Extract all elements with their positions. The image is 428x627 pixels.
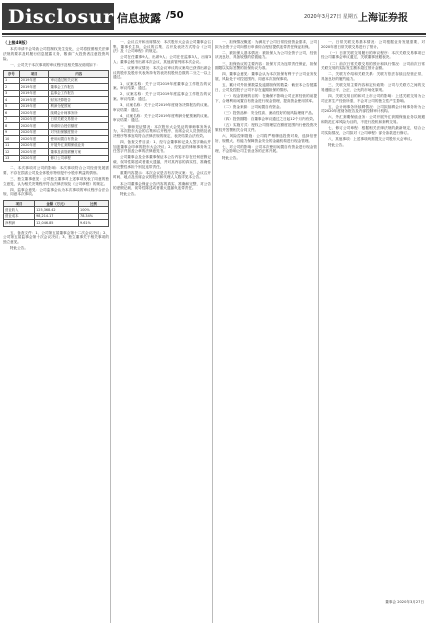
table-cell: 2020年度 — [19, 110, 49, 116]
notice-paragraph: （一）日常关联交易履行的审议程序：本次关联交易事项已经公司董事会审议通过，关联董事回避表决。 — [321, 50, 425, 60]
notice-paragraph: 三、关联交易主要内容和定价政策：公司与关联方之间的交易遵循公平、公正、公允的市场化原则。 — [321, 83, 425, 92]
table-cell: 11 — [4, 142, 20, 148]
table-cell: 2020年度 — [19, 129, 49, 135]
table-cell: 营业收入 — [4, 207, 35, 213]
notice-paragraph: 公司在任董事9人，出席9人；公司在任监事3人，出席3人；董事会秘书出席本次会议，其他高管列席本次会议。 — [113, 55, 211, 64]
notice-paragraph: 重要内容提示：本次会议是否有否决议案：无。会议召开时间、地点及出席会议的股东和代理人人数详见本公告。 — [113, 170, 211, 180]
notice-paragraph: 公司董事会及全体董事保证本公告内容不存在任何虚假记载、误导性陈述或者重大遗漏，并对其内容的真实性、准确性和完整性承担个别及连带责任。 — [113, 155, 211, 169]
notice-paragraph: 本次申请不会导致公司控制权发生变化，公司将按照相关法律法规的要求及时履行信息披露义务，敬请广大投资者注意投资风险。 — [3, 47, 109, 61]
table-cell: 6 — [4, 110, 20, 116]
table-cell: 8 — [4, 123, 20, 129]
signature-line: 董事会 2020年3月27日 — [385, 600, 424, 604]
table-cell: 开展外汇套期保值业务 — [49, 142, 109, 148]
notice-paragraph: （二）资金来源：公司闲置自有资金。 — [222, 104, 284, 109]
table-cell: 98,214.17 — [35, 213, 79, 219]
notice-paragraph: （三）投资品种：安全性高、流动性好的低风险理财产品。 — [222, 110, 316, 115]
table-cell: 10 — [4, 136, 20, 142]
notice-paragraph: 1、议案名称：关于公司2019年度董事会工作报告的议案。审议结果：通过。 — [113, 81, 211, 91]
table-cell: 3 — [4, 90, 20, 96]
notice-paragraph: （五）实施方式：授权公司管理层在额度范围内行使投资决策权并签署相关合同文件。 — [215, 123, 317, 132]
brand-banner — [2, 3, 127, 30]
notice-paragraph: 七、修订公司章程：根据相关法律法规的最新规定，结合公司实际情况，公司拟对《公司章程》部分条款进行修订。 — [321, 126, 425, 135]
table-cell: 申请综合授信额度 — [49, 123, 109, 129]
table-cell: 续聘会计师事务所 — [49, 110, 109, 116]
disclosure-table — [3, 200, 109, 227]
notice-paragraph: 特此公告。 — [120, 192, 138, 197]
table-cell: 12 — [4, 149, 20, 155]
table-cell: 7 — [4, 116, 20, 122]
table-cell: 2019年度 — [19, 97, 49, 103]
table-header-cell: 项目 — [19, 71, 49, 77]
notice-paragraph: 三、律师见证情况：本次股东大会见证的律师事务所认为，本次股东大会的召集和召开程序、出席会议人员资格及表决程序等事宜均符合法律法规的规定，表决结果合法有效。 — [113, 124, 211, 138]
table-cell: 4 — [4, 97, 20, 103]
notice-paragraph: 四、监事会意见：公司监事会认为本次事项的审议程序合法合规，同意本次事项。 — [3, 187, 109, 197]
notice-paragraph: （四）投资期限：自董事会审议通过之日起12个月内有效。 — [222, 117, 317, 122]
table-cell: 董事及高管薪酬方案 — [49, 149, 109, 155]
notice-paragraph: 一、担保情况概述：为满足子公司日常经营资金需求，公司拟为全资子公司向银行申请综合授信提供连带责任保证担保。 — [215, 40, 317, 49]
notice-paragraph: 四、备查文件目录：1、经与会董事和记录人签字确认并加盖董事会印章的股东大会决议；2、经见证的律师事务所主任签字并加盖公章的法律意见书。 — [113, 140, 211, 154]
table-cell: 1 — [4, 77, 20, 83]
notice-paragraph: （二）前次日常关联交易的预计和执行情况：公司前次日常关联交易的实际发生额未超过预计金额。 — [321, 61, 425, 71]
notice-paragraph: 3、议案名称：关于公司2019年度财务决算报告的议案。审议结果：通过。 — [113, 103, 211, 112]
notice-paragraph: 2、议案名称：关于公司2019年度监事会工作报告的议案。审议结果：通过。 — [113, 92, 211, 101]
notice-paragraph: 五、备查文件：1、公司第五届董事会第十二次会议决议；2、公司第五届监事会第十次会议决议；3、独立董事关于相关事项的独立意见。 — [3, 230, 109, 245]
table-cell: 2020年度 — [19, 155, 49, 161]
notice-paragraph: 二、本次事项对公司的影响：本次事项符合公司经营发展需要，不存在损害公司及全体股东特别是中小股东利益的情形。 — [3, 166, 109, 175]
table-cell: 2020年度 — [19, 123, 49, 129]
page-number: /50 — [166, 10, 184, 21]
table-cell: 2020年度 — [19, 136, 49, 142]
notice-paragraph: （一）现金管理的目的：在确保不影响公司正常经营的前提下，合理利用闲置自有资金进行现金管理，提高资金使用效率。 — [215, 93, 317, 103]
notice-paragraph: 本公司董事会保证公告内容的真实、准确和完整，对公告的虚假记载、误导性陈述或者重大遗漏负连带责任。 — [113, 181, 211, 191]
table-cell: 2019年度 — [19, 103, 49, 109]
table-row — [4, 155, 109, 161]
table-cell: 日常关联交易预计 — [49, 116, 109, 122]
table-cell: 审议通过相关议案 — [49, 77, 109, 83]
column-3 — [215, 40, 317, 623]
column-divider — [110, 40, 111, 623]
notice-paragraph: 特此公告。 — [222, 155, 240, 160]
notice-paragraph: 二、议案审议情况：本次会议审议的议案均已获得出席会议的股东及股东代表所持有效表决权股份总数的二分之一以上通过。 — [113, 66, 211, 80]
notice-paragraph: 一、公司关于本次事项的审议程序及相关情况说明如下： — [10, 62, 100, 67]
column-4 — [321, 40, 425, 623]
notice-paragraph: 四、关联交易目的和对上市公司的影响：上述关联交易为公司正常生产经营所需，不会对公司的独立性产生影响。 — [321, 93, 425, 103]
table-cell: 对外担保额度预计 — [49, 129, 109, 135]
disclosure-table — [3, 70, 109, 162]
column-1 — [3, 40, 109, 623]
notice-paragraph: 五、会计师事务所续聘情况：公司拟续聘会计师事务所为公司2020年度财务报告及内部控制审计机构。 — [321, 104, 425, 114]
table-header-cell: 比例 — [79, 200, 109, 206]
table-cell: 2020年度 — [19, 149, 49, 155]
masthead — [0, 0, 428, 36]
table-header-cell: 序号 — [4, 71, 20, 77]
notice-paragraph: 六、外汇套期保值业务：公司开展外汇套期保值业务以规避和防范汇率风险为目的，不进行投机和套利交易。 — [321, 115, 425, 125]
notice-heading: （上接49版） — [3, 40, 30, 45]
table-cell: 2 — [4, 84, 20, 90]
table-cell: 董事会工作报告 — [49, 84, 109, 90]
table-cell: 9 — [4, 129, 20, 135]
column-divider — [318, 40, 319, 623]
notice-paragraph: 一、会议召开和出席情况：本次股东大会由公司董事会召集，董事长主持，会议的召集、召开及表决方式符合《公司法》及《公司章程》的规定。 — [113, 40, 211, 54]
notice-paragraph: 一、日常关联交易基本情况：公司根据业务发展需要，对2020年度日常关联交易进行了预计。 — [321, 40, 425, 49]
table-cell: 9.61% — [79, 220, 109, 226]
notice-paragraph: 三、担保协议的主要内容：担保方式为连带责任保证，担保期限以实际签署的担保协议为准。 — [215, 61, 317, 71]
brand-wordmark: Disclosure — [8, 6, 127, 28]
table-cell: 78.34% — [79, 213, 109, 219]
notice-paragraph: 三、独立董事意见：公司独立董事对上述事项发表了同意的独立意见，认为相关决策程序符合法律法规及《公司章程》的规定。 — [3, 176, 109, 186]
table-cell: 修订公司章程 — [49, 155, 109, 161]
table-header-cell: 项目 — [4, 200, 35, 206]
notice-paragraph: 八、其他事项：上述事项尚需提交公司股东大会审议。 — [328, 137, 415, 142]
notice-paragraph: 特此公告。 — [328, 143, 346, 148]
table-cell: 100% — [79, 207, 109, 213]
masthead-rule-thin — [2, 36, 426, 37]
table-cell: 2019年度 — [19, 77, 49, 83]
notice-paragraph: 二、被担保人基本情况：被担保人为公司全资子公司，经营状况良好，具备较强的偿债能力。 — [215, 50, 317, 60]
notice-paragraph: 特此公告。 — [10, 246, 28, 251]
table-cell: 5 — [4, 103, 20, 109]
column-divider — [212, 40, 213, 623]
table-cell: 2020年度 — [19, 142, 49, 148]
section-title: 信息披露 — [117, 12, 161, 25]
table-cell: 2019年度 — [19, 84, 49, 90]
table-cell: 利润分配预案 — [49, 103, 109, 109]
notice-paragraph: 五、累计对外担保数量及逾期担保的数量：截至本公告披露日，公司及控股子公司不存在逾期担保的情形。 — [215, 83, 317, 92]
issue-date: 2020年3月27日 星期五 — [304, 14, 358, 20]
table-header-cell: 金额（万元） — [35, 200, 79, 206]
table-row — [4, 220, 109, 226]
notice-paragraph: 七、对公司的影响：公司本次使用闲置自有资金进行现金管理，不会影响公司主营业务的正常开展。 — [215, 144, 317, 154]
table-cell: 2019年度 — [19, 90, 49, 96]
newspaper-name: 上海证券报 — [358, 13, 408, 24]
table-cell: 125,368.42 — [35, 207, 79, 213]
table-cell: 财务决算报告 — [49, 97, 109, 103]
table-cell: 净利润 — [4, 220, 35, 226]
table-cell: 监事会工作报告 — [49, 90, 109, 96]
masthead-rule — [2, 33, 426, 35]
table-header-cell: 内容 — [49, 71, 109, 77]
table-cell: 营业成本 — [4, 213, 35, 219]
notice-paragraph: 二、关联方介绍和关联关系：关联方依法存续且经营正常，具备良好的履约能力。 — [321, 72, 425, 81]
table-cell: 2020年度 — [19, 116, 49, 122]
table-cell: 12,046.85 — [35, 220, 79, 226]
notice-paragraph: 六、风险控制措施：公司将严格筛选投资对象，选择信誉好、规模大、有能力保障资金安全的金融机构进行现金管理。 — [215, 134, 317, 143]
column-2 — [113, 40, 211, 623]
table-cell: 13 — [4, 155, 20, 161]
notice-paragraph: 四、董事会意见：董事会认为本次担保有利于子公司业务发展，风险处于可控范围内，同意本次担保事项。 — [215, 72, 317, 81]
notice-paragraph: 4、议案名称：关于公司2019年度利润分配预案的议案。审议结果：通过。 — [113, 113, 211, 123]
table-cell: 使用闲置自有资金 — [49, 136, 109, 142]
